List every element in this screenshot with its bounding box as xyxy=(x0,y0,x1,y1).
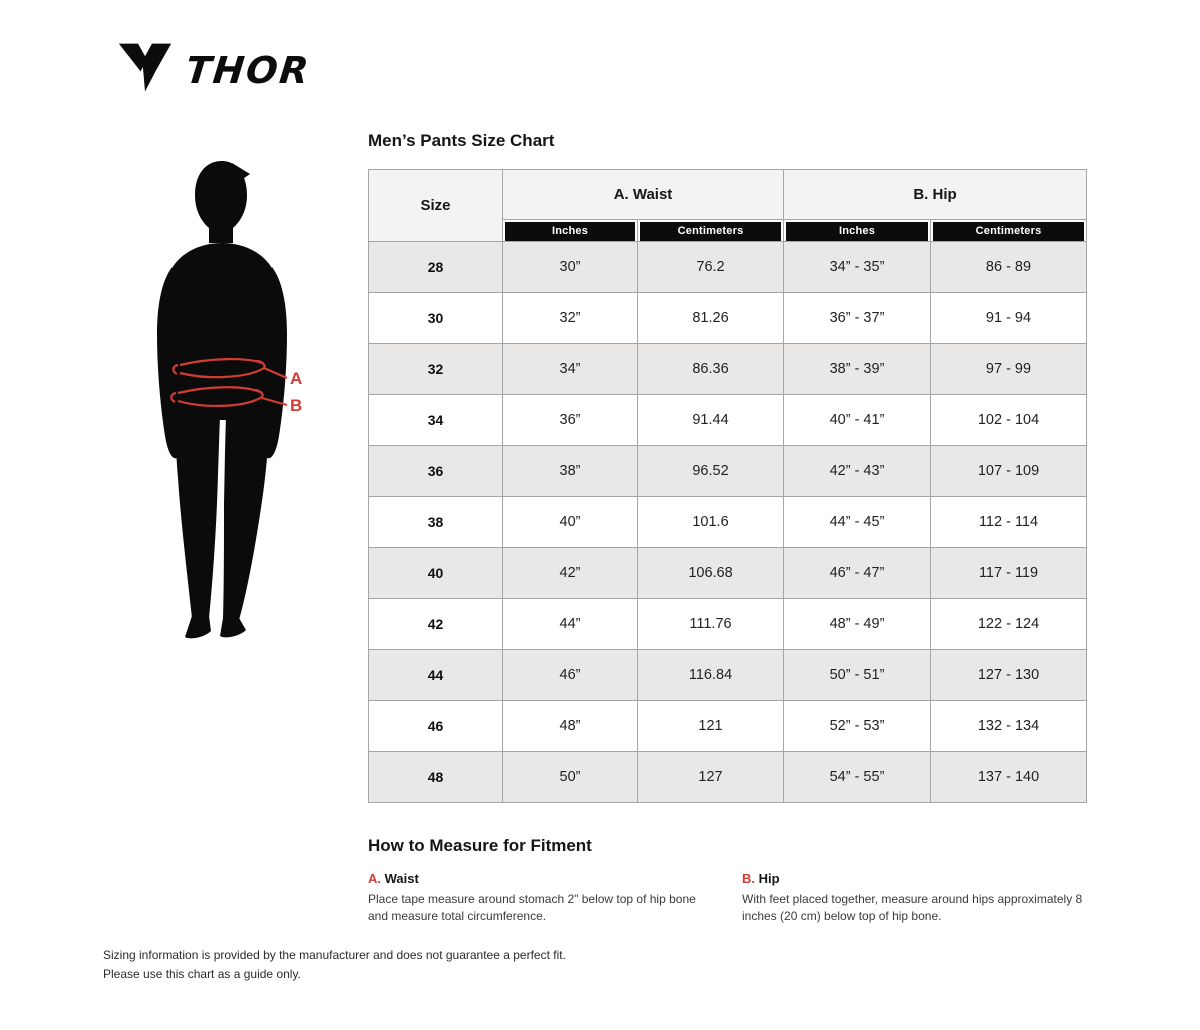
cell-hip_in: 38” - 39” xyxy=(784,344,931,395)
table-row xyxy=(369,293,1087,344)
cell-hip_cm: 86 - 89 xyxy=(931,242,1087,293)
cell-waist_in: 36” xyxy=(503,395,638,446)
cell-size: 32 xyxy=(369,344,503,395)
table-row xyxy=(369,497,1087,548)
hip-centimeters-label: Centimeters xyxy=(933,222,1084,241)
cell-size: 46 xyxy=(369,701,503,752)
cell-hip_cm: 97 - 99 xyxy=(931,344,1087,395)
hip-item-letter: B. xyxy=(742,871,755,886)
measure-item-waist xyxy=(368,871,713,926)
waist-item-text: Place tape measure around stomach 2" below top of hip bone and measure total circumference. xyxy=(368,892,696,924)
cell-hip_in: 34” - 35” xyxy=(784,242,931,293)
cell-hip_cm: 112 - 114 xyxy=(931,497,1087,548)
cell-hip_in: 44” - 45” xyxy=(784,497,931,548)
disclaimer-line-2: Please use this chart as a guide only. xyxy=(103,966,301,981)
cell-waist_in: 42” xyxy=(503,548,638,599)
hip-item-text: With feet placed together, measure around hips approximately 8 inches (20 cm) below top of hip bone. xyxy=(742,892,1083,924)
disclaimer-line-1: Sizing information is provided by the manufacturer and does not guarantee a perfect fit. xyxy=(103,948,566,962)
cell-waist_in: 38” xyxy=(503,446,638,497)
cell-size: 48 xyxy=(369,752,503,803)
table-row xyxy=(369,650,1087,701)
hip-label-b: B xyxy=(290,396,303,415)
waist-group-header: A. Waist xyxy=(503,170,784,220)
brand-wordmark: THOR xyxy=(183,49,313,92)
cell-size: 42 xyxy=(369,599,503,650)
cell-waist_cm: 127 xyxy=(638,752,784,803)
cell-waist_in: 40” xyxy=(503,497,638,548)
hip-item-name: Hip xyxy=(758,871,780,886)
table-row xyxy=(369,752,1087,803)
cell-hip_cm: 102 - 104 xyxy=(931,395,1087,446)
measure-section-heading: How to Measure for Fitment xyxy=(368,836,592,855)
cell-hip_cm: 137 - 140 xyxy=(931,752,1087,803)
waist-label-a: A xyxy=(290,369,303,388)
cell-size: 44 xyxy=(369,650,503,701)
hip-inches-header xyxy=(784,220,931,242)
disclaimer xyxy=(103,946,566,983)
cell-hip_in: 42” - 43” xyxy=(784,446,931,497)
table-row xyxy=(369,242,1087,293)
table-row xyxy=(369,446,1087,497)
measure-item-hip xyxy=(742,871,1110,926)
cell-waist_cm: 101.6 xyxy=(638,497,784,548)
cell-hip_cm: 91 - 94 xyxy=(931,293,1087,344)
cell-waist_in: 30” xyxy=(503,242,638,293)
table-row xyxy=(369,344,1087,395)
cell-waist_cm: 91.44 xyxy=(638,395,784,446)
cell-size: 38 xyxy=(369,497,503,548)
cell-waist_in: 34” xyxy=(503,344,638,395)
cell-hip_in: 50” - 51” xyxy=(784,650,931,701)
thor-horns-icon xyxy=(118,42,172,99)
cell-waist_cm: 106.68 xyxy=(638,548,784,599)
cell-waist_cm: 81.26 xyxy=(638,293,784,344)
cell-size: 36 xyxy=(369,446,503,497)
group-header-row xyxy=(369,170,1087,220)
cell-hip_cm: 122 - 124 xyxy=(931,599,1087,650)
cell-hip_in: 52” - 53” xyxy=(784,701,931,752)
cell-waist_in: 48” xyxy=(503,701,638,752)
cell-waist_cm: 86.36 xyxy=(638,344,784,395)
cell-hip_in: 54” - 55” xyxy=(784,752,931,803)
cell-size: 30 xyxy=(369,293,503,344)
brand-logo xyxy=(118,42,313,99)
cell-waist_in: 44” xyxy=(503,599,638,650)
body-silhouette-diagram xyxy=(138,152,313,654)
waist-inches-header xyxy=(503,220,638,242)
size-chart-table-container xyxy=(368,169,1087,803)
cell-waist_cm: 111.76 xyxy=(638,599,784,650)
hip-inches-label: Inches xyxy=(786,222,928,241)
waist-centimeters-header xyxy=(638,220,784,242)
cell-size: 28 xyxy=(369,242,503,293)
hip-group-header: B. Hip xyxy=(784,170,1087,220)
cell-waist_in: 32” xyxy=(503,293,638,344)
cell-waist_cm: 96.52 xyxy=(638,446,784,497)
cell-size: 40 xyxy=(369,548,503,599)
table-row xyxy=(369,395,1087,446)
size-column-header: Size xyxy=(369,170,503,242)
waist-item-letter: A. xyxy=(368,871,381,886)
cell-hip_in: 46” - 47” xyxy=(784,548,931,599)
waist-item-name: Waist xyxy=(384,871,419,886)
size-table-body xyxy=(369,242,1087,803)
cell-waist_cm: 116.84 xyxy=(638,650,784,701)
size-chart-table xyxy=(368,169,1087,803)
cell-waist_cm: 76.2 xyxy=(638,242,784,293)
cell-hip_cm: 117 - 119 xyxy=(931,548,1087,599)
cell-hip_in: 48” - 49” xyxy=(784,599,931,650)
waist-centimeters-label: Centimeters xyxy=(640,222,781,241)
cell-hip_cm: 107 - 109 xyxy=(931,446,1087,497)
cell-hip_in: 36” - 37” xyxy=(784,293,931,344)
cell-waist_in: 46” xyxy=(503,650,638,701)
page-title: Men’s Pants Size Chart xyxy=(368,131,555,150)
table-row xyxy=(369,599,1087,650)
cell-waist_cm: 121 xyxy=(638,701,784,752)
waist-inches-label: Inches xyxy=(505,222,635,241)
cell-size: 34 xyxy=(369,395,503,446)
cell-hip_cm: 132 - 134 xyxy=(931,701,1087,752)
cell-hip_in: 40” - 41” xyxy=(784,395,931,446)
cell-waist_in: 50” xyxy=(503,752,638,803)
table-row xyxy=(369,548,1087,599)
hip-centimeters-header xyxy=(931,220,1087,242)
cell-hip_cm: 127 - 130 xyxy=(931,650,1087,701)
table-row xyxy=(369,701,1087,752)
